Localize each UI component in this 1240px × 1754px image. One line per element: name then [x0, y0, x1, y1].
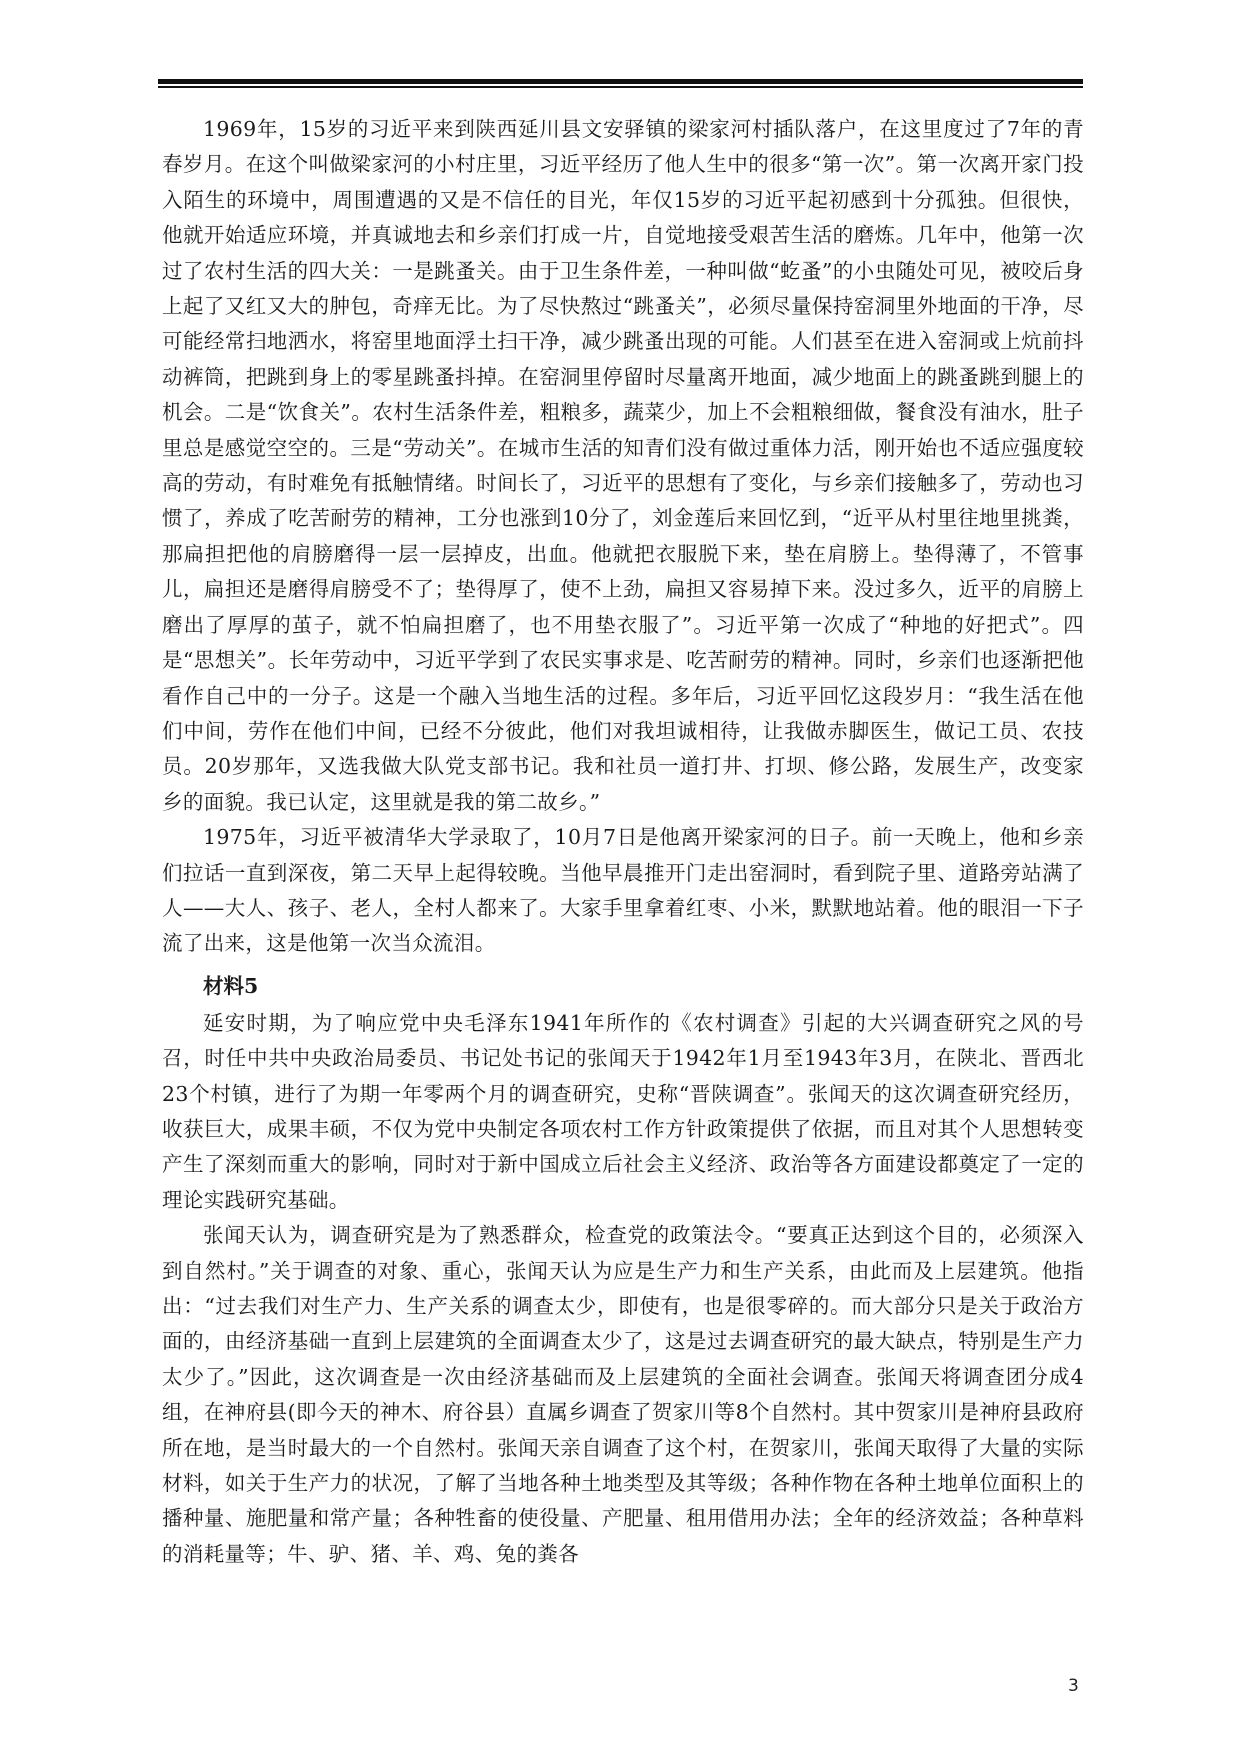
paragraph-zhang-wentian-survey: 延安时期，为了响应党中央毛泽东1941年所作的《农村调查》引起的大兴调查研究之风的号召，时任中共中央政治局委员、书记处书记的张闻天于1942年1月至1943年3月，在陕北、晋西北23个村镇，进行了为期一年零两个月的调查研究，史称“晋陕调查”。张闻天的这次调查研究经历，收获巨大，成果丰硕，不仅为党中央制定各项农村工作方针政策提供了依据，而且对其个人思想转变产生了深刻而重大的影响，同时对于新中国成立后社会主义经济、政治等各方面建设都奠定了一定的理论实践研究基础。 [162, 1010, 1084, 1212]
header-rule-thick [158, 79, 1083, 84]
header-rule-thin [158, 86, 1083, 88]
page-body [162, 112, 1084, 1572]
paragraph-leaving-liangjiahe: 1975年，习近平被清华大学录取了，10月7日是他离开梁家河的日子。前一天晚上，他和乡亲们拉话一直到深夜，第二天早上起得较晚。当他早晨推开门走出窑洞时，看到院子里、道路旁站满了人——大人、孩子、老人，全村人都来了。大家手里拿着红枣、小米，默默地站着。他的眼泪一下子流了出来，这是他第一次当众流泪。 [162, 825, 1084, 956]
paragraph-survey-method: 张闻天认为，调查研究是为了熟悉群众，检查党的政策法令。“要真正达到这个目的，必须深入到自然村。”关于调查的对象、重心，张闻天认为应是生产力和生产关系，由此而及上层建筑。他指出：“过去我们对生产力、生产关系的调查太少，即使有，也是很零碎的。而大部分只是关于政治方面的，由经济基础一直到上层建筑的全面调查太少了，这是过去调查研究的最大缺点，特别是生产力太少了。”因此，这次调查是一次由经济基础而及上层建筑的全面社会调查。张闻天将调查团分成4组，在神府县(即今天的神木、府谷县）直属乡调查了贺家川等8个自然村。其中贺家川是神府县政府所在地，是当时最大的一个自然村。张闻天亲自调查了这个村，在贺家川，张闻天取得了大量的实际材料，如关于生产力的状况，了解了当地各种土地类型及其等级；各种作物在各种土地单位面积上的播种量、施肥量和常产量；各种牲畜的使役量、产肥量、租用借用办法；全年的经济效益；各种草料的消耗量等；牛、驴、猪、羊、鸡、兔的粪各 [162, 1223, 1084, 1566]
paragraph-liangjiahe-youth: 1969年，15岁的习近平来到陕西延川县文安驿镇的梁家河村插队落户，在这里度过了7年的青春岁月。在这个叫做梁家河的小村庄里，习近平经历了他人生中的很多“第一次”。第一次离开家门投入陌生的环境中，周围遭遇的又是不信任的目光，年仅15岁的习近平起初感到十分孤独。但很快，他就开始适应环境，并真诚地去和乡亲们打成一片，自觉地接受艰苦生活的磨炼。几年中，他第一次过了农村生活的四大关：一是跳蚤关。由于卫生条件差，一种叫做“虼蚤”的小虫随处可见，被咬后身上起了又红又大的肿包，奇痒无比。为了尽快熬过“跳蚤关”，必须尽量保持窑洞里外地面的干净，尽可能经常扫地洒水，将窑里地面浮土扫干净，减少跳蚤出现的可能。人们甚至在进入窑洞或上炕前抖动裤筒，把跳到身上的零星跳蚤抖掉。在窑洞里停留时尽量离开地面，减少地面上的跳蚤跳到腿上的机会。二是“饮食关”。农村生活条件差，粗粮多，蔬菜少，加上不会粗粮细做，餐食没有油水，肚子里总是感觉空空的。三是“劳动关”。在城市生活的知青们没有做过重体力活，刚开始也不适应强度较高的劳动，有时难免有抵触情绪。时间长了，习近平的思想有了变化，与乡亲们接触多了，劳动也习惯了，养成了吃苦耐劳的精神，工分也涨到10分了，刘金莲后来回忆到，“近平从村里往地里挑粪，那扁担把他的肩膀磨得一层一层掉皮，出血。他就把衣服脱下来，垫在肩膀上。垫得薄了，不管事儿，扁担还是磨得肩膀受不了；垫得厚了，使不上劲，扁担又容易掉下来。没过多久，近平的肩膀上磨出了厚厚的茧子，就不怕扁担磨了，也不用垫衣服了”。习近平第一次成了“种地的好把式”。四是“思想关”。长年劳动中，习近平学到了农民实事求是、吃苦耐劳的精神。同时，乡亲们也逐渐把他看作自己中的一分子。这是一个融入当地生活的过程。多年后，习近平回忆这段岁月：“我生活在他们中间，劳作在他们中间，已经不分彼此，他们对我坦诚相待，让我做赤脚医生，做记工员、农技员。20岁那年，又选我做大队党支部书记。我和社员一道打井、打坝、修公路，发展生产，改变家乡的面貌。我已认定，这里就是我的第二故乡。” [162, 117, 1084, 814]
page-number: 3 [1068, 1676, 1079, 1696]
section-heading: 材料5 [203, 973, 259, 998]
